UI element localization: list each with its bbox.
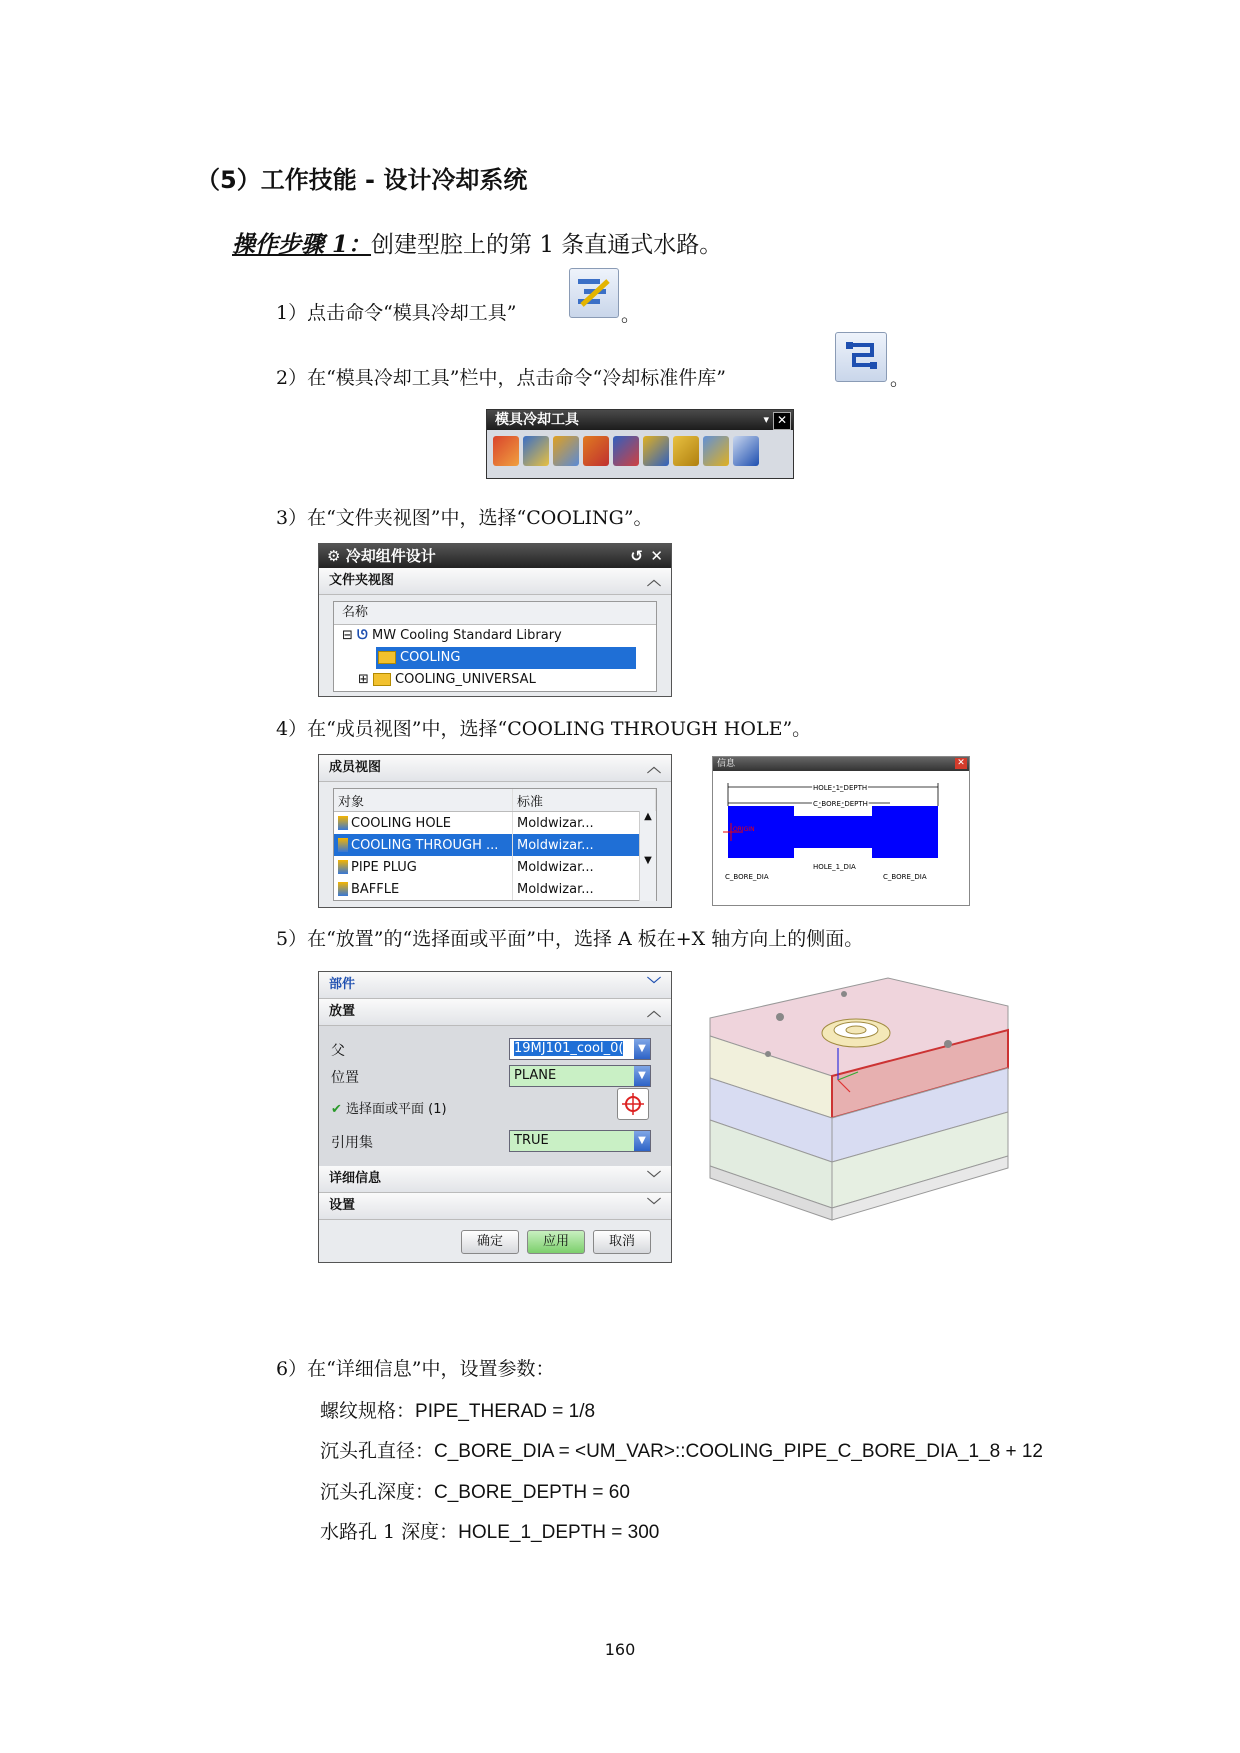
select-face-label: 选择面或平面 (1)	[346, 1102, 447, 1117]
instruction-1	[276, 298, 517, 325]
row-standard: Moldwizar...	[513, 878, 656, 900]
position-value: PLANE	[514, 1068, 557, 1083]
param-value: C_BORE_DIA = <UM_VAR>::COOLING_PIPE_C_BORE_DIA_1_8 + 12	[434, 1441, 1043, 1462]
row-standard: Moldwizar...	[513, 834, 656, 856]
tree-item-label: COOLING_UNIVERSAL	[395, 672, 536, 687]
member-view-label: 成员视图	[329, 760, 382, 775]
gear-icon[interactable]: ⚙	[327, 547, 341, 565]
param-label: 沉头孔深度：	[320, 1481, 435, 1503]
member-table	[334, 789, 656, 900]
part-label: 部件	[329, 977, 356, 992]
component-icon	[338, 860, 348, 874]
param-hole-depth	[320, 1517, 659, 1544]
check-icon: ✔	[331, 1102, 342, 1117]
tree-item-label: COOLING	[400, 650, 461, 665]
tree-header: 名称	[334, 602, 656, 625]
step-heading	[232, 226, 722, 259]
crosshair-icon	[618, 1089, 648, 1119]
select-face-row[interactable]	[331, 1098, 447, 1117]
param-label: 沉头孔直径：	[320, 1440, 435, 1462]
folder-icon	[378, 651, 396, 664]
chevron-down-icon[interactable]: ▼	[634, 1039, 650, 1059]
toolbar-title: 模具冷却工具	[495, 412, 579, 428]
param-bore-dia	[320, 1436, 1043, 1463]
label-origin: ORIGIN	[733, 826, 755, 833]
cooling-component-design-dialog	[318, 543, 672, 697]
label-hole-depth: HOLE_1_DEPTH	[813, 784, 868, 792]
scrollbar[interactable]: ▲ ▼	[639, 811, 656, 901]
toolbar-dropdown-icon[interactable]: ▾	[763, 413, 769, 426]
row-object: COOLING HOLE	[351, 815, 452, 831]
chevron-down-icon[interactable]: ﹀	[647, 977, 661, 993]
param-value: C_BORE_DEPTH = 60	[434, 1482, 630, 1503]
cooling-standard-library-icon[interactable]	[835, 332, 887, 382]
cooling-library-icon[interactable]	[733, 436, 759, 466]
info-titlebar	[713, 757, 969, 771]
position-label: 位置	[331, 1070, 359, 1086]
member-list	[333, 788, 657, 901]
step-lead: 操作步骤 1：	[232, 231, 372, 258]
refset-value: TRUE	[514, 1133, 549, 1148]
pattern-channel-icon[interactable]	[553, 436, 579, 466]
label-bore-dia-left: C_BORE_DIA	[725, 873, 769, 881]
table-row-selected[interactable]	[334, 834, 656, 856]
parent-label: 父	[331, 1043, 345, 1059]
instruction-1-text: 1）点击命令“模具冷却工具”	[276, 302, 517, 324]
point-constructor-button[interactable]	[617, 1088, 649, 1120]
cooling-hole-diagram	[713, 771, 969, 903]
close-icon[interactable]: ✕	[955, 758, 967, 769]
placement-label: 放置	[329, 1004, 356, 1019]
param-label: 水路孔 1 深度：	[320, 1521, 459, 1543]
folder-view-section[interactable]	[319, 568, 671, 595]
info-window	[712, 756, 970, 906]
folder-view-label: 文件夹视图	[329, 573, 395, 588]
row-object: COOLING THROUGH ...	[351, 837, 499, 853]
tree-item-library[interactable]	[334, 625, 656, 647]
baffle-icon[interactable]	[673, 436, 699, 466]
step-text: 创建型腔上的第 1 条直通式水路。	[371, 232, 723, 258]
info-title: 信息	[717, 759, 736, 769]
component-icon	[338, 816, 348, 830]
instruction-4: 4）在“成员视图”中，选择“COOLING THROUGH HOLE”。	[276, 718, 812, 740]
instruction-6: 6）在“详细信息”中，设置参数：	[276, 1358, 555, 1380]
cooling-pattern-icon[interactable]	[493, 436, 519, 466]
column-object: 对象	[334, 789, 513, 812]
position-select[interactable]	[509, 1065, 651, 1087]
tree-item-cooling[interactable]	[334, 647, 656, 669]
parent-value: 19MJ101_cool_0(	[514, 1041, 624, 1056]
connect-channel-icon[interactable]	[703, 436, 729, 466]
chevron-up-icon[interactable]: ︿	[647, 1004, 661, 1020]
param-label: 螺纹规格：	[320, 1400, 416, 1422]
label-bore-dia-right: C_BORE_DIA	[883, 873, 927, 881]
toolbar-titlebar	[487, 410, 793, 430]
chevron-down-icon[interactable]: ﹀	[647, 1198, 661, 1214]
param-thread	[320, 1396, 595, 1423]
param-bore-depth	[320, 1477, 630, 1504]
mold-assembly-view	[708, 968, 1018, 1268]
row-object: BAFFLE	[351, 881, 400, 897]
table-row[interactable]	[334, 812, 656, 835]
refset-select[interactable]	[509, 1130, 651, 1152]
table-row[interactable]	[334, 856, 656, 878]
placement-body	[319, 1026, 671, 1166]
cooling-channel-icon[interactable]	[523, 436, 549, 466]
instruction-2: 2）在“模具冷却工具”栏中，点击命令“冷却标准件库”	[276, 367, 726, 389]
settings-label: 设置	[329, 1198, 356, 1213]
placement-dialog	[318, 971, 672, 1263]
section-title: （5）工作技能 - 设计冷却系统	[196, 166, 528, 194]
instruction-1-end: 。	[621, 304, 641, 326]
extend-channel-icon[interactable]	[583, 436, 609, 466]
refset-label: 引用集	[331, 1135, 373, 1151]
page-number: 160	[604, 1640, 636, 1659]
instruction-5: 5）在“放置”的“选择面或平面”中，选择 A 板在+X 轴方向上的侧面。	[276, 928, 864, 950]
dialog-footer	[319, 1220, 671, 1264]
row-object: PIPE PLUG	[351, 859, 417, 875]
details-label: 详细信息	[329, 1171, 382, 1186]
dialog-titlebar	[319, 544, 671, 568]
dialog-title: 冷却组件设计	[345, 547, 436, 565]
settings-section[interactable]	[319, 1193, 671, 1220]
parent-select[interactable]	[509, 1038, 651, 1060]
delete-channel-icon[interactable]	[613, 436, 639, 466]
table-header	[334, 789, 656, 812]
chevron-up-icon[interactable]: ︿	[647, 760, 661, 776]
label-hole-dia: HOLE_1_DIA	[813, 863, 856, 871]
column-standard: 标准	[513, 789, 656, 812]
close-icon[interactable]: ✕	[773, 412, 791, 430]
mold-cooling-tool-icon[interactable]	[569, 268, 619, 318]
toolbar-icons	[487, 430, 793, 472]
table-row[interactable]	[334, 878, 656, 900]
row-standard: Moldwizar...	[513, 856, 656, 878]
instruction-2-end: 。	[890, 368, 910, 390]
chevron-down-icon[interactable]: ﹀	[647, 1171, 661, 1187]
chevron-up-icon[interactable]: ︿	[647, 573, 661, 589]
chevron-down-icon[interactable]: ▼	[634, 1066, 650, 1086]
tree-item-cooling-universal[interactable]	[334, 669, 656, 691]
part-section[interactable]	[319, 972, 671, 999]
chevron-down-icon[interactable]: ▼	[634, 1131, 650, 1151]
label-bore-depth: C_BORE_DEPTH	[813, 800, 868, 808]
component-icon	[338, 838, 348, 852]
member-view-section[interactable]	[319, 755, 671, 782]
folder-icon	[373, 673, 391, 686]
param-value: PIPE_THERAD = 1/8	[415, 1401, 596, 1422]
apply-button[interactable]: 应用	[527, 1230, 585, 1254]
tree-item-label: MW Cooling Standard Library	[371, 628, 562, 643]
instruction-3: 3）在“文件夹视图”中，选择“COOLING”。	[276, 507, 653, 529]
mold-cooling-toolbar	[486, 409, 794, 479]
placement-section[interactable]	[319, 999, 671, 1026]
cancel-button[interactable]: 取消	[593, 1230, 651, 1254]
library-icon: ᘎ	[357, 628, 368, 643]
collapse-icon[interactable]: ⊟	[342, 628, 353, 643]
adjust-channel-icon[interactable]	[643, 436, 669, 466]
folder-tree	[333, 601, 657, 692]
component-icon	[338, 882, 348, 896]
param-value: HOLE_1_DEPTH = 300	[458, 1522, 660, 1543]
member-view-panel	[318, 754, 672, 908]
row-standard: Moldwizar...	[513, 812, 656, 835]
close-icon[interactable]: ✕	[650, 547, 663, 565]
details-section[interactable]	[319, 1166, 671, 1193]
ok-button[interactable]: 确定	[461, 1230, 519, 1254]
expand-icon[interactable]: ⊞	[358, 672, 369, 687]
reset-icon[interactable]: ↺	[630, 547, 643, 565]
